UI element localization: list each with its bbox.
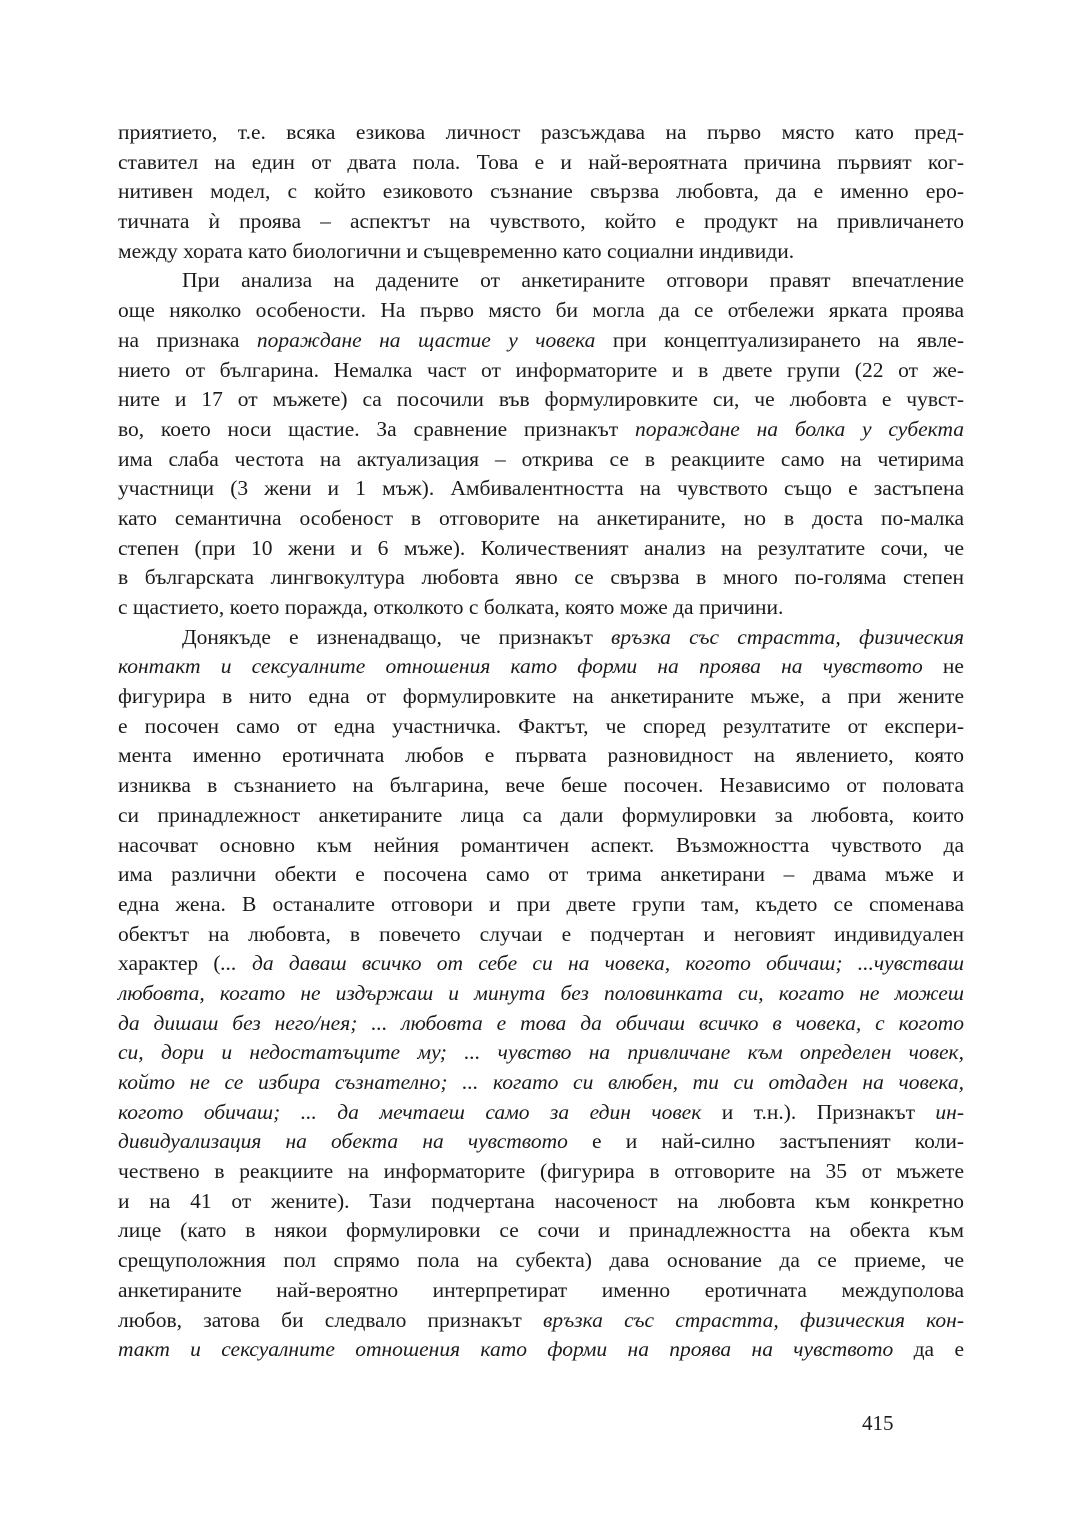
paragraph <box>118 266 964 622</box>
text-line <box>118 682 964 712</box>
text-segment: ните и 17 от мъжете) са посочили във формулировките си, че любовта е чувст- <box>118 387 964 412</box>
text-segment: има различни обекти е посочена само от трима анкетирани – двама мъже и <box>118 862 964 887</box>
italic-text: връзка със страстта, физическия кон- <box>542 1307 964 1332</box>
italic-text: контакт и сексуалните отношения като форми на проява на чувството <box>118 654 923 679</box>
text-line <box>118 801 964 831</box>
text-flow <box>118 118 964 1365</box>
text-line <box>118 266 964 296</box>
italic-text: пораждане на болка у субекта <box>635 416 965 441</box>
italic-text: да дишаш без него/нея; ... любовта е това да обичаш всичко в човека, с когото <box>118 1010 964 1035</box>
italic-text: дивидуализация на обекта на чувството <box>118 1129 568 1154</box>
text-line <box>118 593 964 623</box>
text-segment: во, което носи щастие. За сравнение признакът <box>118 416 635 441</box>
text-segment: мента именно еротичната любов е първата разновидност на явлението, която <box>118 743 964 768</box>
text-segment: тичната ѝ проява – аспектът на чувството, който е продукт на привличането <box>118 209 964 234</box>
text-line <box>118 237 964 267</box>
text-segment: участници (3 жени и 1 мъж). Амбивалентността на чувството също е застъпена <box>118 476 964 501</box>
text-line <box>118 1098 964 1128</box>
text-segment: чествено в реакциите на информаторите (фигурира в отговорите на 35 от мъжете <box>118 1159 964 1184</box>
text-line <box>118 831 964 861</box>
italic-text: пораждане на щастие у човека <box>256 327 596 352</box>
text-line <box>118 1068 964 1098</box>
text-line <box>118 1127 964 1157</box>
text-line <box>118 1216 964 1246</box>
text-line <box>118 920 964 950</box>
text-line <box>118 385 964 415</box>
text-line <box>118 1009 964 1039</box>
text-segment: на признака <box>118 327 257 352</box>
text-segment: не <box>922 654 964 679</box>
text-line <box>118 1246 964 1276</box>
text-segment: нието от българина. Немалка част от информаторите и в двете групи (22 от же- <box>118 357 964 382</box>
text-line <box>118 652 964 682</box>
text-segment: като семантична особеност в отговорите на анкетираните, но в доста по-малка <box>118 505 964 530</box>
italic-text: когото обичаш; ... да мечтаеш само за един човек <box>118 1099 702 1124</box>
text-segment: изниква в съзнанието на българина, вече беше посочен. Независимо от половата <box>118 773 964 798</box>
text-segment: фигурира в нито една от формулировките на анкетираните мъже, а при жените <box>118 684 964 709</box>
text-segment: Донякъде е изненадващо, че признакът <box>182 624 612 649</box>
text-segment: си принадлежност анкетираните лица са дали формулировки за любовта, които <box>118 802 964 827</box>
text-segment: срещуположния пол спрямо пола на субекта) дава основание да се приеме, че <box>118 1248 964 1273</box>
text-segment: и на 41 от жените). Тази подчертана насоченост на любовта към конкретно <box>118 1188 964 1213</box>
paragraph <box>118 118 964 266</box>
italic-text: ... да даваш всичко от себе си на човека, когото обичаш; ...чувстваш <box>220 951 964 976</box>
text-segment: при концептуализирането на явле- <box>595 327 965 352</box>
text-line <box>118 1157 964 1187</box>
text-line <box>118 474 964 504</box>
text-line <box>118 326 964 356</box>
text-segment: има слаба честота на актуализация – открива се в реакциите само на четирима <box>118 446 964 471</box>
text-segment: между хората като биологични и същевременно като социални индивиди. <box>118 238 795 263</box>
text-line <box>118 207 964 237</box>
text-line <box>118 712 964 742</box>
text-line <box>118 741 964 771</box>
page-number: 415 <box>862 1411 894 1435</box>
text-segment: и т.н.). Признакът <box>701 1099 936 1124</box>
text-line <box>118 177 964 207</box>
italic-text: връзка със страстта, физическия <box>611 624 964 649</box>
text-line <box>118 118 964 148</box>
text-segment: нитивен модел, с който езиковото съзнание свързва любовта, да е именно еро- <box>118 179 964 204</box>
page-body <box>118 118 964 1365</box>
text-segment: любов, затова би следвало признакът <box>118 1307 543 1332</box>
text-segment: приятието, т.е. всяка езикова личност разсъждава на първо място като пред- <box>118 120 964 144</box>
text-segment: характер ( <box>118 951 221 976</box>
text-segment: с щастието, което поражда, отколкото с болката, която може да причини. <box>118 595 784 619</box>
text-line <box>118 1306 964 1336</box>
text-line <box>118 890 964 920</box>
text-segment: да е <box>893 1337 964 1362</box>
text-line <box>118 1187 964 1217</box>
text-segment: една жена. В останалите отговори и при двете групи там, където се споменава <box>118 891 964 916</box>
italic-text: такт и сексуалните отношения като форми на проява на чувството <box>118 1337 894 1362</box>
text-segment: още няколко особености. На първо място би могла да се отбележи ярката проява <box>118 298 964 323</box>
text-line <box>118 445 964 475</box>
text-line <box>118 949 964 979</box>
text-line <box>118 860 964 890</box>
text-line <box>118 1335 964 1365</box>
text-line <box>118 356 964 386</box>
text-segment: в българската лингвокултура любовта явно се свързва в много по-голяма степен <box>118 565 964 590</box>
text-line <box>118 504 964 534</box>
text-line <box>118 1038 964 1068</box>
text-line <box>118 296 964 326</box>
paragraph <box>118 623 964 1365</box>
text-line <box>118 534 964 564</box>
text-segment: При анализа на дадените от анкетираните отговори правят впечатление <box>182 268 964 293</box>
text-line <box>118 563 964 593</box>
text-segment: ставител на един от двата пола. Това е и най-вероятната причина първият ког- <box>118 149 964 174</box>
italic-text: който не се избира съзнателно; ... когато си влюбен, ти си отдаден на човека, <box>118 1070 964 1094</box>
text-line <box>118 148 964 178</box>
text-segment: насочват основно към нейния романтичен аспект. Възможността чувството да <box>118 832 964 857</box>
text-line <box>118 979 964 1009</box>
text-segment: анкетираните най-вероятно интерпретират именно еротичната междуполова <box>118 1277 964 1302</box>
italic-text: си, дори и недостатъците му; ... чувство на привличане към определен човек, <box>118 1040 964 1065</box>
text-segment: е и най-силно застъпеният коли- <box>567 1129 965 1154</box>
text-segment: степен (при 10 жени и 6 мъже). Количественият анализ на резултатите сочи, че <box>118 535 964 560</box>
text-segment: обектът на любовта, в повечето случаи е подчертан и неговият индивидуален <box>118 921 964 946</box>
text-line <box>118 771 964 801</box>
italic-text: ин- <box>935 1099 964 1124</box>
text-segment: лице (като в някои формулировки се сочи и принадлежността на обекта към <box>118 1218 964 1243</box>
italic-text: любовта, когато не издържаш и минута без половинката си, когато не можеш <box>118 980 964 1005</box>
text-line <box>118 1276 964 1306</box>
text-segment: е посочен само от една участничка. Фактът, че според резултатите от експери- <box>118 713 964 738</box>
text-line <box>118 623 964 653</box>
text-line <box>118 415 964 445</box>
